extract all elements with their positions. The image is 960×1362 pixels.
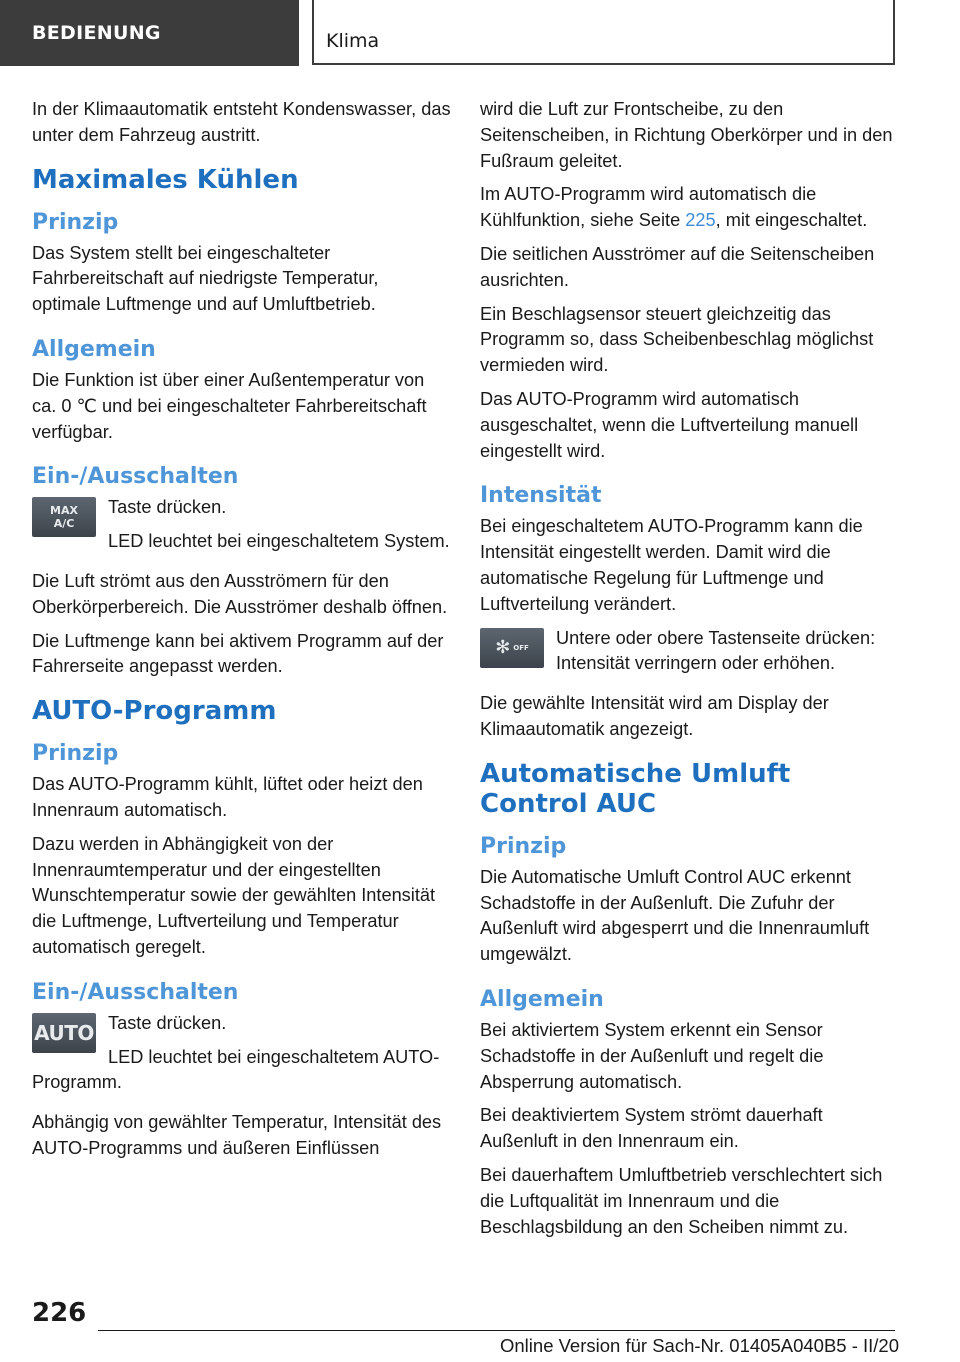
- paragraph-luftmenge: Die Luftmenge kann bei aktivem Programm auf der Fahrerseite angepasst werden.: [32, 630, 444, 677]
- paragraph-led-system: LED leuchtet bei eingeschaltetem System.: [108, 531, 450, 552]
- page-number: 226: [32, 1298, 87, 1328]
- paragraph-prinzip-auc: Die Automatische Umluft Control AUC erkennt Schadstoffe in der Außenluft. Die Zufuhr der Außenluft wird abgesperrt und die Innenraumluft umgewälzt.: [480, 866, 870, 965]
- paragraph-aktiviert: Bei aktiviertem System erkennt ein Sensor Schadstoffe in der Außenluft und regelt die Absperrung automatisch.: [480, 1019, 824, 1092]
- max-ac-instruction: [32, 495, 452, 563]
- heading-intensitaet: Intensität: [480, 483, 602, 509]
- footer-divider: [98, 1330, 895, 1331]
- max-ac-button-icon: MAX A/C: [32, 497, 96, 537]
- footer-version-text: Online Version für Sach-Nr. 01405A040B5 - II/20: [500, 1335, 900, 1356]
- paragraph-kuehlfunktion: Im AUTO-Programm wird automatisch die Kühlfunktion, siehe Seite 225, mit eingeschaltet.: [480, 184, 868, 231]
- paragraph-dauerhaft: Bei dauerhaftem Umluftbetrieb verschlechtert sich die Luftqualität im Innenraum und die Beschlagsbildung an den Scheiben nimmt zu.: [480, 1164, 883, 1237]
- heading-auc: Automatische Umluft Control AUC: [480, 758, 791, 819]
- paragraph-ausgeschaltet: Das AUTO-Programm wird automatisch ausgeschaltet, wenn die Luftverteilung manuell eingestellt wird.: [480, 388, 859, 461]
- page-link-225[interactable]: 225: [685, 210, 716, 231]
- auto-button-icon: AUTO: [32, 1013, 96, 1053]
- heading-prinzip: Prinzip: [32, 209, 119, 235]
- heading-allgemein-auc: Allgemein: [480, 986, 604, 1012]
- paragraph-intensitaet: Bei eingeschaltetem AUTO-Programm kann die Intensität eingestellt werden. Damit wird die automatische Regelung für Luftmenge und Luftverteilung verändert.: [480, 516, 863, 614]
- paragraph-dazu: Dazu werden in Abhängigkeit von der Innenraumtemperatur und der eingestellten Wunschtemperatur sowie der gewählten Intensität die Luftmenge, Luftverteilung und Temperatur automatisch geregelt.: [32, 833, 436, 957]
- paragraph-prinzip-auto: Das AUTO-Programm kühlt, lüftet oder heizt den Innenraum automatisch.: [32, 774, 423, 820]
- paragraph-seitliche-ausstroemer: Die seitlichen Ausströmer auf die Seitenscheiben ausrichten.: [480, 243, 875, 290]
- heading-auto-programm: AUTO-Programm: [32, 696, 277, 727]
- left-column: [32, 97, 452, 1170]
- heading-maximales-kuehlen: Maximales Kühlen: [32, 164, 299, 195]
- paragraph-taste-druecken-auto: Taste drücken.: [108, 1012, 227, 1033]
- paragraph-prinzip: Das System stellt bei eingeschalteter Fahrbereitschaft auf niedrigste Temperatur, optimale Luftmenge und auf Umluftbetrieb.: [32, 242, 379, 315]
- header-section-title: BEDIENUNG: [0, 0, 299, 66]
- header-chapter-title: Klima: [312, 0, 895, 65]
- heading-ein-ausschalten-auto: Ein-/Ausschalten: [32, 979, 239, 1005]
- heading-prinzip-auto: Prinzip: [32, 741, 119, 767]
- paragraph-abhaengig: Abhängig von gewählter Temperatur, Intensität des AUTO-Programms und äußeren Einflüssen: [32, 1112, 442, 1158]
- paragraph-taste-druecken: Taste drücken.: [108, 497, 227, 518]
- paragraph-luftverteilung-cont: wird die Luft zur Frontscheibe, zu den Seitenscheiben, in Richtung Oberkörper und in den Fußraum geleitet.: [480, 99, 893, 171]
- paragraph-luft-stroemt: Die Luft strömt aus den Ausströmern für den Oberkörperbereich. Die Ausströmer deshalb öffnen.: [32, 570, 448, 617]
- paragraph-deaktiviert: Bei deaktiviertem System strömt dauerhaft Außenluft in den Innenraum ein.: [480, 1105, 823, 1152]
- paragraph-kondenswasser: In der Klimaautomatik entsteht Kondenswasser, das unter dem Fahrzeug austritt.: [32, 99, 451, 145]
- paragraph-gewaehlte-intensitaet: Die gewählte Intensität wird am Display der Klimaautomatik angezeigt.: [480, 693, 829, 739]
- paragraph-beschlagsensor: Ein Beschlagsensor steuert gleichzeitig das Programm so, dass Scheibenbeschlag möglichst vermieden wird.: [480, 303, 874, 376]
- heading-prinzip-auc: Prinzip: [480, 833, 567, 859]
- fan-off-button-icon: ✻ OFF: [480, 628, 544, 668]
- paragraph-tastenseite: Untere oder obere Tastenseite drücken: Intensität verringern oder erhöhen.: [556, 627, 876, 674]
- heading-ein-ausschalten: Ein-/Ausschalten: [32, 464, 239, 490]
- heading-allgemein: Allgemein: [32, 336, 156, 362]
- fan-instruction: [480, 626, 900, 686]
- paragraph-allgemein: Die Funktion ist über einer Außentemperatur von ca. 0 ℃ und bei eingeschalteter Fahrbereitschaft verfügbar.: [32, 369, 427, 442]
- paragraph-led-auto: LED leuchtet bei eingeschaltetem AUTO-Programm.: [32, 1046, 440, 1093]
- auto-instruction: [32, 1011, 452, 1104]
- right-column: [480, 97, 900, 1248]
